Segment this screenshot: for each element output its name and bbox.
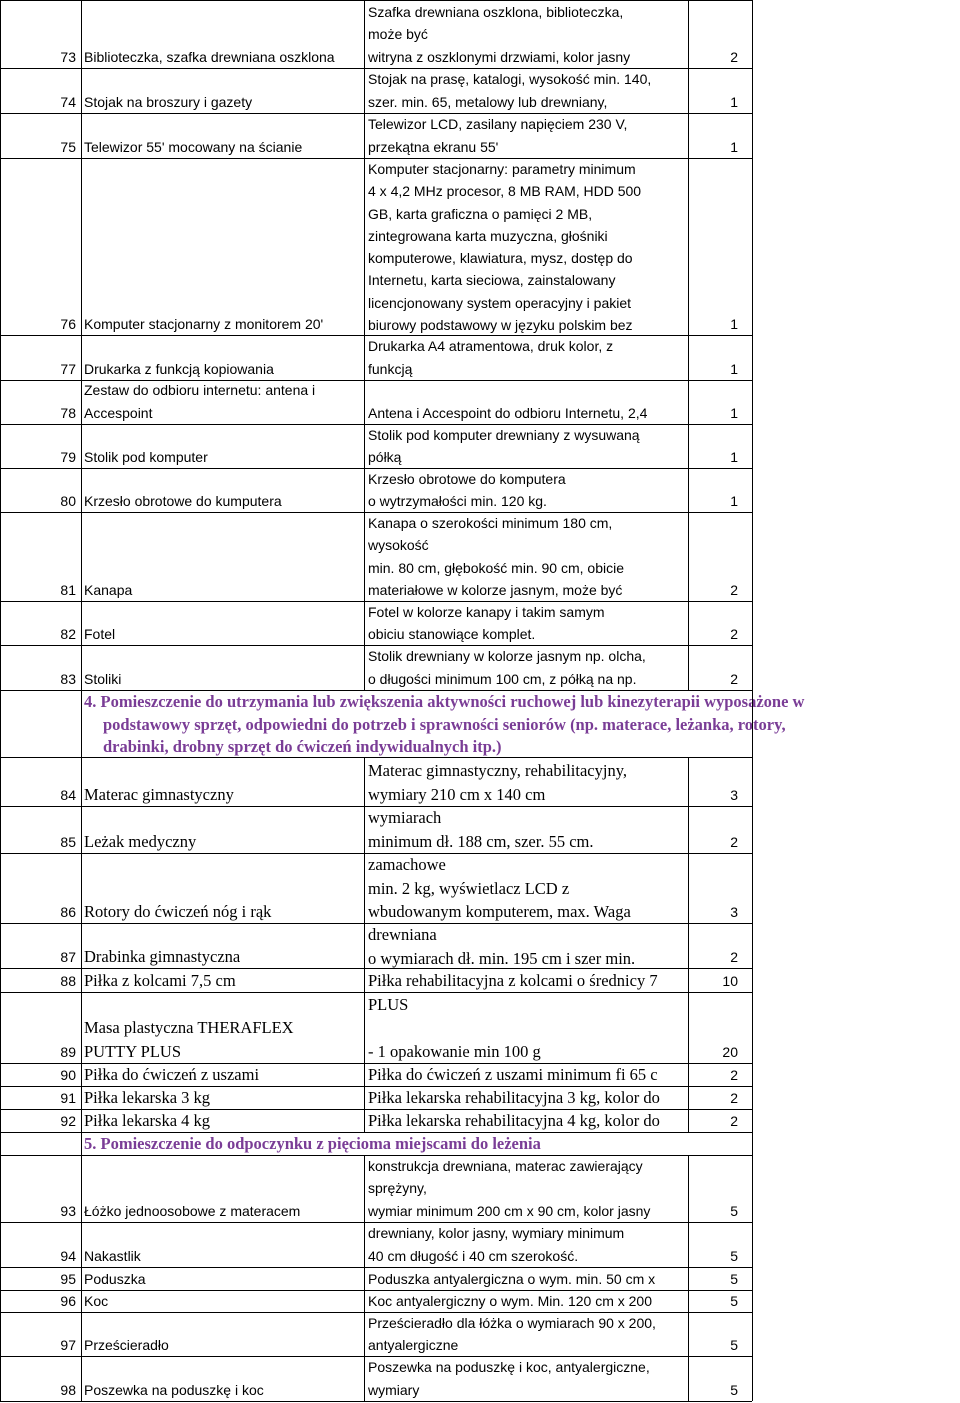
grid-line xyxy=(0,1401,752,1402)
item-description-line: Piłka lekarska rehabilitacyjna 4 kg, kolor do xyxy=(368,1111,660,1130)
grid-line xyxy=(688,1155,689,1401)
item-description-line: wymiarach xyxy=(368,808,442,827)
item-description xyxy=(368,969,686,993)
item-quantity: 5 xyxy=(730,1270,738,1287)
item-name-line: Drukarka z funkcją kopiowania xyxy=(84,360,274,377)
item-number: 91 xyxy=(60,1089,76,1106)
item-quantity: 2 xyxy=(730,670,738,687)
item-name-line: Koc xyxy=(84,1292,109,1309)
item-name-line: Stoliki xyxy=(84,670,122,687)
item-description xyxy=(368,806,686,853)
item-description xyxy=(368,923,686,970)
table-row xyxy=(0,113,960,158)
item-quantity: 2 xyxy=(730,581,738,598)
item-description-line: Krzesło obrotowe do komputera xyxy=(368,471,566,487)
item-description xyxy=(368,1086,686,1110)
item-number: 84 xyxy=(60,786,76,803)
grid-line xyxy=(752,0,753,690)
item-number: 78 xyxy=(60,404,76,421)
section-heading-line: 4. Pomieszczenie do utrzymania lub zwiększenia aktywności ruchowej lub kinezyterapii wyposażone w xyxy=(84,692,805,711)
grid-line xyxy=(0,1290,752,1291)
grid-line xyxy=(0,158,752,159)
item-quantity: 1 xyxy=(730,138,738,155)
item-description-line: zamachowe xyxy=(368,855,446,874)
item-quantity: 5 xyxy=(730,1202,738,1219)
item-description-line: wbudowanym komputerem, max. Waga xyxy=(368,902,631,921)
grid-line xyxy=(0,806,752,807)
item-quantity: 20 xyxy=(722,1043,738,1060)
grid-line xyxy=(0,1063,752,1064)
item-description-line: min. 2 kg, wyświetlacz LCD z xyxy=(368,878,570,898)
item-number: 79 xyxy=(60,448,76,465)
table-row xyxy=(0,424,960,468)
item-description-line: konstrukcja drewniana, materac zawierający xyxy=(368,1158,643,1175)
item-name xyxy=(84,783,364,807)
grid-line xyxy=(81,690,82,757)
grid-line xyxy=(0,1132,1,1155)
item-description xyxy=(368,158,686,336)
item-name xyxy=(84,358,364,380)
table-row xyxy=(0,1086,960,1109)
item-name-line: Biblioteczka, szafka drewniana oszklona xyxy=(84,48,335,65)
grid-line xyxy=(364,1155,365,1401)
item-name xyxy=(84,668,364,690)
item-description-line: wymiary xyxy=(368,1381,420,1398)
table-row xyxy=(0,968,960,992)
item-name-line: Stolik pod komputer xyxy=(84,448,208,465)
item-quantity: 2 xyxy=(730,1066,738,1083)
grid-line xyxy=(752,1155,753,1401)
item-number: 87 xyxy=(60,948,76,965)
item-name xyxy=(84,46,364,68)
item-description xyxy=(368,853,686,924)
item-name xyxy=(84,1290,364,1312)
grid-line xyxy=(0,1222,752,1223)
item-number: 89 xyxy=(60,1043,76,1060)
item-description-line: Drukarka A4 atramentowa, druk kolor, z xyxy=(368,338,614,355)
table-row xyxy=(0,601,960,645)
item-description-line: półką xyxy=(368,449,402,466)
grid-line xyxy=(0,468,752,469)
grid-line xyxy=(752,757,753,1132)
item-name-line: Prześcieradło xyxy=(84,1336,169,1353)
item-description-line: przekątna ekranu 55' xyxy=(368,138,499,155)
item-description-line: min. 80 cm, głębokość min. 90 cm, obicie xyxy=(368,559,624,576)
item-name xyxy=(84,1086,364,1110)
table-row xyxy=(0,645,960,690)
item-description-line: Materac gimnastyczny, rehabilitacyjny, xyxy=(368,761,628,780)
item-description xyxy=(368,1268,686,1290)
item-name xyxy=(84,446,364,468)
item-quantity: 2 xyxy=(730,1089,738,1106)
item-quantity: 10 xyxy=(722,972,738,989)
item-name xyxy=(84,579,364,601)
item-description-line: antyalergiczne xyxy=(368,1337,459,1354)
item-description-line: o długości minimum 100 cm, z półką na np. xyxy=(368,670,637,687)
item-description-line: Fotel w kolorze kanapy i takim samym xyxy=(368,604,605,620)
item-description-line: szer. min. 65, metalowy lub drewniany, xyxy=(368,93,608,110)
item-name-line: Piłka lekarska 3 kg xyxy=(84,1087,211,1107)
item-number: 74 xyxy=(60,93,76,110)
item-description xyxy=(368,68,686,113)
item-description-line: Telewizor LCD, zasilany napięciem 230 V, xyxy=(368,116,628,133)
item-description-line: Koc antyalergiczny o wym. Min. 120 cm x 200 xyxy=(368,1293,653,1309)
item-quantity: 3 xyxy=(730,786,738,803)
table-row xyxy=(0,806,960,853)
item-name xyxy=(84,1063,364,1087)
item-number: 90 xyxy=(60,1066,76,1083)
grid-line xyxy=(0,380,752,381)
table-row xyxy=(0,0,960,68)
item-description-line: Prześcieradło dla łóżka o wymiarach 90 x 200, xyxy=(368,1315,656,1331)
grid-line xyxy=(0,645,752,646)
item-description-line: Stojak na prasę, katalogi, wysokość min. 140, xyxy=(368,71,652,88)
table-row xyxy=(0,1222,960,1267)
item-name-line: Poduszka xyxy=(84,1270,146,1287)
item-quantity: 1 xyxy=(730,404,738,421)
grid-line xyxy=(688,757,689,1132)
table-row xyxy=(0,335,960,380)
item-description-line: Poszewka na poduszkę i koc, antyalergiczne, xyxy=(368,1359,650,1376)
item-description xyxy=(368,601,686,646)
item-name xyxy=(84,1334,364,1356)
grid-line xyxy=(0,0,752,1)
item-description-line: Stolik drewniany w kolorze jasnym np. olcha, xyxy=(368,648,646,665)
item-description-line: 40 cm długość i 40 cm szerokość. xyxy=(368,1247,579,1264)
section-heading-4 xyxy=(84,691,804,759)
item-quantity: 2 xyxy=(730,1112,738,1129)
item-number: 77 xyxy=(60,360,76,377)
item-name xyxy=(84,379,364,424)
item-name-line: Masa plastyczna THERAFLEX xyxy=(84,1018,294,1037)
grid-line xyxy=(688,0,689,690)
table-row xyxy=(0,1155,960,1222)
grid-line xyxy=(0,424,752,425)
grid-line xyxy=(752,690,753,757)
item-name-line: Zestaw do odbioru internetu: antena i xyxy=(84,382,316,399)
grid-line xyxy=(0,757,1,1132)
item-number: 88 xyxy=(60,972,76,989)
grid-line xyxy=(0,1155,1,1401)
item-quantity: 3 xyxy=(730,903,738,920)
table-row xyxy=(0,1290,960,1312)
item-quantity: 2 xyxy=(730,833,738,850)
section-heading-5: 5. Pomieszczenie do odpoczynku z pięcioma miejscami do leżenia xyxy=(84,1134,541,1153)
table-row xyxy=(0,1267,960,1290)
item-quantity: 1 xyxy=(730,360,738,377)
item-number: 95 xyxy=(60,1270,76,1287)
item-description-line: materiałowe w kolorze jasnym, może być xyxy=(368,581,623,598)
section-heading-line: drabinki, drobny sprzęt do ćwiczeń indywidualnych itp.) xyxy=(103,737,502,756)
item-description-line: komputerowe, klawiatura, mysz, dostęp do xyxy=(368,250,633,267)
item-name xyxy=(84,969,364,993)
item-description-line: GB, karta graficzna o pamięci 2 MB, xyxy=(368,205,593,222)
item-name-line: Stojak na broszury i gazety xyxy=(84,93,253,110)
item-description-line: Piłka rehabilitacyjna z kolcami o średnicy 7 xyxy=(368,970,658,990)
item-name xyxy=(84,1016,364,1063)
item-description-line: Piłka do ćwiczeń z uszami minimum fi 65 c xyxy=(368,1065,658,1084)
item-name-line: Łóżko jednoosobowe z materacem xyxy=(84,1202,301,1219)
item-description xyxy=(368,113,686,158)
item-description-line: PLUS xyxy=(368,994,409,1014)
table-row xyxy=(0,1063,960,1086)
item-number: 85 xyxy=(60,833,76,850)
item-description xyxy=(368,1356,686,1401)
item-name xyxy=(84,900,364,924)
item-name-line: Piłka lekarska 4 kg xyxy=(84,1110,211,1130)
item-quantity: 1 xyxy=(730,315,738,332)
item-name-line: Accespoint xyxy=(84,404,153,421)
item-description xyxy=(368,512,686,601)
item-description xyxy=(368,1312,686,1357)
item-number: 80 xyxy=(60,492,76,509)
item-description xyxy=(368,424,686,469)
item-description xyxy=(368,468,686,513)
table-row xyxy=(0,468,960,512)
item-description-line: może być xyxy=(368,26,428,43)
grid-line xyxy=(364,0,365,690)
grid-line xyxy=(0,601,752,602)
item-description-line: Piłka lekarska rehabilitacyjna 3 kg, kolor do xyxy=(368,1088,660,1107)
item-quantity: 2 xyxy=(730,48,738,65)
item-description-line: Szafka drewniana oszklona, biblioteczka, xyxy=(368,4,624,21)
item-name-line: PUTTY PLUS xyxy=(84,1041,182,1061)
item-name xyxy=(84,1109,364,1133)
item-name-line: Poszewka na poduszkę i koc xyxy=(84,1381,264,1398)
grid-line xyxy=(0,1109,752,1110)
item-name-line: Nakastlik xyxy=(84,1247,141,1264)
item-name xyxy=(84,91,364,113)
item-quantity: 1 xyxy=(730,448,738,465)
item-description-line: sprężyny, xyxy=(368,1180,427,1197)
item-name-line: Rotory do ćwiczeń nóg i rąk xyxy=(84,901,272,921)
grid-line xyxy=(0,757,752,758)
item-number: 97 xyxy=(60,1336,76,1353)
item-description-line: wysokość xyxy=(368,537,429,554)
item-description-line: Kanapa o szerokości minimum 180 cm, xyxy=(368,515,613,531)
item-name xyxy=(84,1268,364,1290)
item-description xyxy=(368,993,686,1064)
table-row xyxy=(0,1312,960,1356)
item-description xyxy=(368,1,686,68)
item-name-line: Telewizor 55' mocowany na ścianie xyxy=(84,138,303,155)
item-name-line: Kanapa xyxy=(84,581,133,598)
item-name xyxy=(84,1245,364,1267)
item-number: 94 xyxy=(60,1247,76,1264)
item-description-line: biurowy podstawowy w języku polskim bez xyxy=(368,317,633,334)
item-quantity: 5 xyxy=(730,1292,738,1309)
item-quantity: 1 xyxy=(730,93,738,110)
grid-line xyxy=(0,992,752,993)
item-name xyxy=(84,830,364,854)
item-quantity: 2 xyxy=(730,948,738,965)
item-description-line: drewniany, kolor jasny, wymiary minimum xyxy=(368,1225,625,1242)
table-row xyxy=(0,512,960,601)
grid-line xyxy=(0,1132,752,1133)
item-name-line: Fotel xyxy=(84,625,116,642)
item-description-line: licencjonowany system operacyjny i pakiet xyxy=(368,294,632,311)
item-description-line: Stolik pod komputer drewniany z wysuwaną xyxy=(368,427,640,443)
grid-line xyxy=(0,512,752,513)
item-description-line: obiciu stanowiące komplet. xyxy=(368,626,536,643)
item-description xyxy=(368,1063,686,1087)
item-number: 76 xyxy=(60,315,76,332)
item-description xyxy=(368,1290,686,1312)
item-description xyxy=(368,645,686,690)
item-name-line: Leżak medyczny xyxy=(84,831,197,851)
table-row xyxy=(0,158,960,335)
item-description-line: wymiar minimum 200 cm x 90 cm, kolor jasny xyxy=(368,1202,651,1219)
item-description-line: funkcją xyxy=(368,360,413,377)
grid-line xyxy=(364,757,365,1132)
grid-line xyxy=(0,690,752,691)
grid-line xyxy=(81,1132,82,1155)
table-row xyxy=(0,1356,960,1401)
grid-line xyxy=(0,335,752,336)
item-name xyxy=(84,945,364,969)
item-description-line: Poduszka antyalergiczna o wym. min. 50 cm x xyxy=(368,1270,656,1287)
grid-line xyxy=(0,1356,752,1357)
item-name-line: Komputer stacjonarny z monitorem 20' xyxy=(84,315,324,332)
grid-line xyxy=(0,1312,752,1313)
item-description-line: Antena i Accespoint do odbioru Internetu, 2,4 xyxy=(368,404,648,421)
item-quantity: 5 xyxy=(730,1247,738,1264)
item-description xyxy=(368,1109,686,1133)
table-row xyxy=(0,380,960,424)
item-description-line: witryna z oszklonymi drzwiami, kolor jasny xyxy=(368,48,631,65)
grid-line xyxy=(0,853,752,854)
item-number: 98 xyxy=(60,1381,76,1398)
table-row xyxy=(0,757,960,806)
item-description-line: wymiary 210 cm x 140 cm xyxy=(368,784,546,804)
item-number: 73 xyxy=(60,48,76,65)
grid-line xyxy=(81,757,82,1132)
item-description-line: o wytrzymałości min. 120 kg. xyxy=(368,493,547,510)
grid-line xyxy=(0,1155,752,1156)
item-name-line: Drabinka gimnastyczna xyxy=(84,946,241,966)
item-number: 75 xyxy=(60,138,76,155)
item-description xyxy=(368,1155,686,1222)
grid-line xyxy=(0,113,752,114)
item-description xyxy=(368,1222,686,1267)
item-description-line: 4 x 4,2 MHz procesor, 8 MB RAM, HDD 500 xyxy=(368,183,642,200)
grid-line xyxy=(0,923,752,924)
item-description-line: minimum dł. 188 cm, szer. 55 cm. xyxy=(368,831,594,851)
item-description-line: Komputer stacjonarny: parametry minimum xyxy=(368,161,636,177)
item-number: 93 xyxy=(60,1202,76,1219)
section-heading-line: podstawowy sprzęt, odpowiedni do potrzeb i sprawności seniorów (np. materace, leżanka, rotory, xyxy=(103,714,786,734)
table-row xyxy=(0,923,960,968)
item-quantity: 5 xyxy=(730,1336,738,1353)
item-name xyxy=(84,490,364,512)
item-description-line: - 1 opakowanie min 100 g xyxy=(368,1041,541,1061)
table-row xyxy=(0,68,960,113)
item-description xyxy=(368,759,686,806)
item-quantity: 2 xyxy=(730,625,738,642)
item-number: 83 xyxy=(60,670,76,687)
item-number: 96 xyxy=(60,1292,76,1309)
table-row xyxy=(0,1109,960,1132)
item-name xyxy=(84,623,364,645)
item-description-line: zintegrowana karta muzyczna, głośniki xyxy=(368,227,608,244)
item-description-line: drewniana xyxy=(368,925,437,944)
item-name xyxy=(84,313,364,335)
item-description xyxy=(368,402,686,424)
grid-line xyxy=(0,68,752,69)
item-description xyxy=(368,335,686,380)
item-name-line: Piłka do ćwiczeń z uszami xyxy=(84,1064,260,1084)
item-description-line: Internetu, karta sieciowa, zainstalowany xyxy=(368,272,616,289)
item-description-line xyxy=(368,1016,686,1040)
item-number: 92 xyxy=(60,1112,76,1129)
item-number: 82 xyxy=(60,625,76,642)
grid-line xyxy=(0,690,1,757)
item-quantity: 1 xyxy=(730,492,738,509)
table-row xyxy=(0,853,960,923)
item-name-line: Krzesło obrotowe do kumputera xyxy=(84,492,282,509)
table-row xyxy=(0,992,960,1063)
item-name-line: Piłka z kolcami 7,5 cm xyxy=(84,970,236,990)
item-number: 81 xyxy=(60,581,76,598)
grid-line xyxy=(81,0,82,690)
item-name-line: Materac gimnastyczny xyxy=(84,784,234,804)
grid-line xyxy=(81,1155,82,1401)
grid-line xyxy=(0,1267,752,1268)
item-name xyxy=(84,1379,364,1401)
item-description-line: o wymiarach dł. min. 195 cm i szer min. xyxy=(368,948,636,968)
item-name xyxy=(84,136,364,158)
item-number: 86 xyxy=(60,903,76,920)
item-name xyxy=(84,1200,364,1222)
grid-line xyxy=(0,1086,752,1087)
grid-line xyxy=(752,1132,753,1155)
grid-line xyxy=(0,0,1,690)
grid-line xyxy=(0,968,752,969)
item-quantity: 5 xyxy=(730,1381,738,1398)
